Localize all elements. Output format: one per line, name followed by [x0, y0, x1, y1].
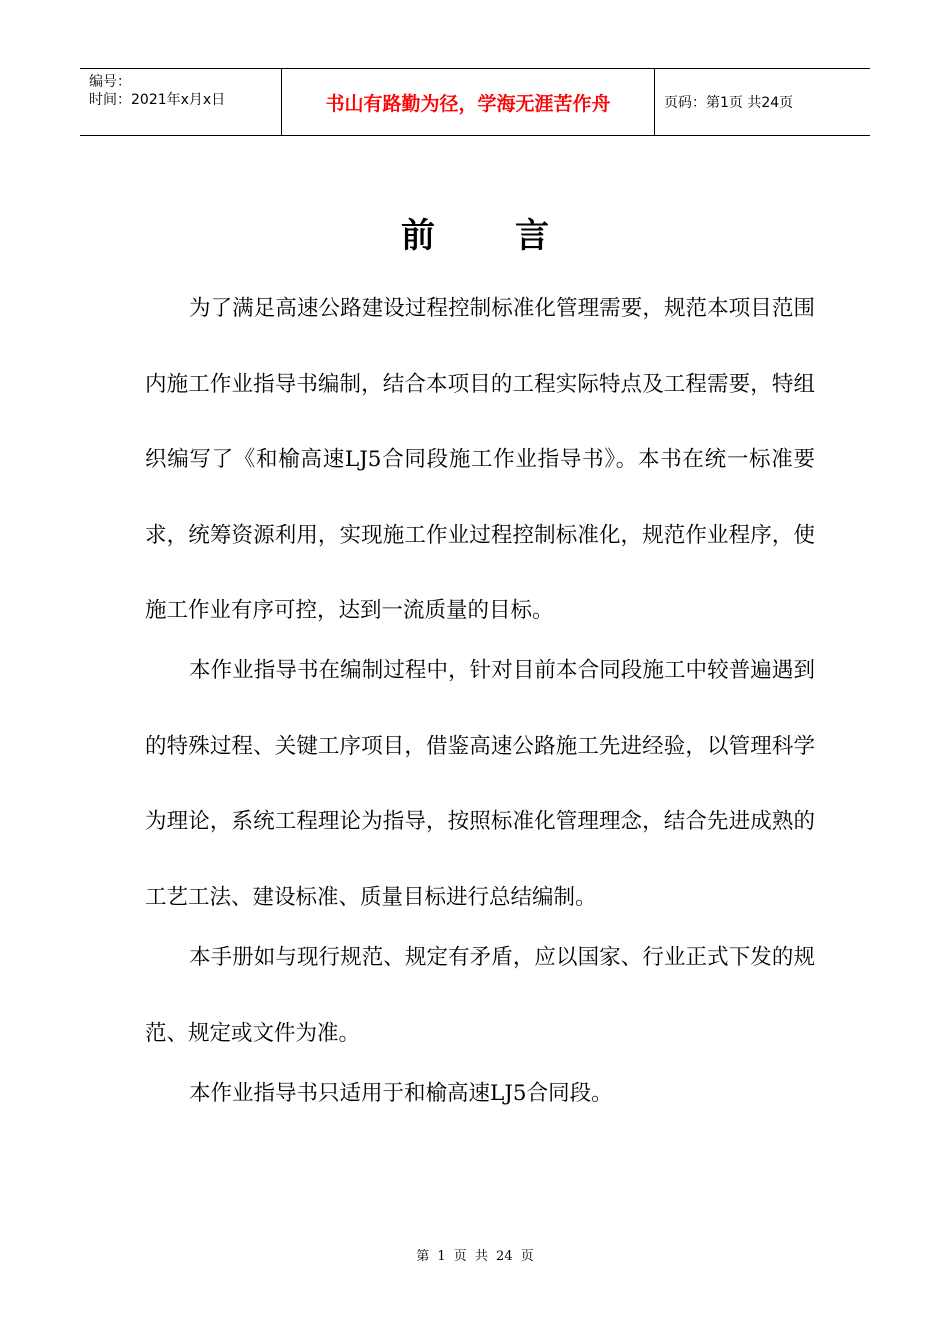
page-title: 前言: [401, 216, 629, 256]
paragraph-3: 本手册如与现行规范、规定有矛盾，应以国家、行业正式下发的规范、规定或文件为准。: [145, 945, 815, 1046]
paragraph-2: 本作业指导书在编制过程中，针对目前本合同段施工中较普遍遇到的特殊过程、关键工序项目，借鉴高速公路施工先进经验，以管理科学为理论，系统工程理论为指导，按照标准化管理理念，结合先进成熟的工艺工法、建设标准、质量目标进行总结编制。: [145, 658, 815, 910]
header-motto: 书山有路勤为径，学海无涯苦作舟: [282, 69, 655, 135]
header-page-code: 页码：第1页 共24页: [664, 95, 794, 111]
page-footer: 第 1 页 共 24 页: [416, 1249, 534, 1264]
document-header: [80, 68, 870, 136]
header-meta: [80, 69, 282, 135]
paragraph-1: 为了满足高速公路建设过程控制标准化管理需要，规范本项目范围内施工作业指导书编制，结合本项目的工程实际特点及工程需要，特组织编写了《和榆高速LJ5合同段施工作业指导书》。本书在统一标准要求，统筹资源利用，实现施工作业过程控制标准化，规范作业程序，使施工作业有序可控，达到一流质量的目标。: [145, 296, 815, 623]
document-number-label: 编号：: [89, 74, 131, 90]
document-time-label: 时间：2021年x月x日: [89, 92, 226, 108]
paragraph-4: 本作业指导书只适用于和榆高速LJ5合同段。: [189, 1081, 613, 1106]
